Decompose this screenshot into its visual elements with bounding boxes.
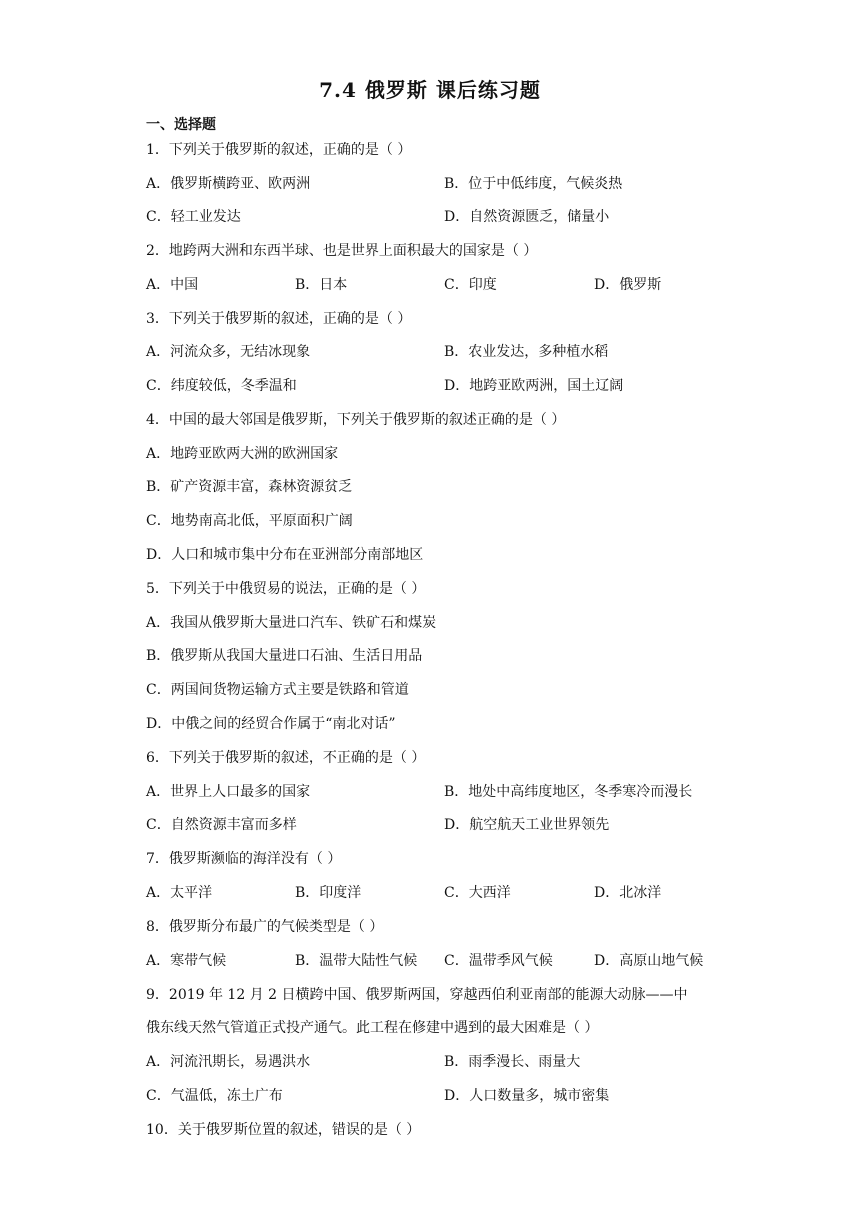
option-a: A．中国 [146,277,199,293]
question-stem: 8．俄罗斯分布最广的气候类型是（ ） [146,919,384,935]
option-d: D．人口和城市集中分布在亚洲部分南部地区 [146,547,424,563]
question-stem: 1．下列关于俄罗斯的叙述，正确的是（ ） [146,142,412,158]
option-c: C．温带季风气候 [444,953,553,969]
option-b: B．农业发达，多种植水稻 [444,344,609,360]
option-d: D．俄罗斯 [594,277,662,293]
option-b: B．俄罗斯从我国大量进口石油、生活日用品 [146,648,423,664]
question-stem: 10．关于俄罗斯位置的叙述，错误的是（ ） [146,1122,421,1138]
option-c: C．两国间货物运输方式主要是铁路和管道 [146,682,409,698]
option-c: C．印度 [444,277,497,293]
question-stem: 4．中国的最大邻国是俄罗斯，下列关于俄罗斯的叙述正确的是（ ） [146,412,566,428]
question-stem: 7．俄罗斯濒临的海洋没有（ ） [146,851,342,867]
question-stem-continued: 俄东线天然气管道正式投产通气。此工程在修建中遇到的最大困难是（ ） [146,1020,599,1036]
option-a: A．俄罗斯横跨亚、欧两洲 [146,176,311,192]
option-b: B．矿产资源丰富，森林资源贫乏 [146,479,353,495]
section-heading: 一、选择题 [146,117,216,133]
option-c: C．气温低，冻土广布 [146,1088,283,1104]
option-c: C．纬度较低，冬季温和 [146,378,297,394]
option-d: D．自然资源匮乏，储量小 [444,209,610,225]
question-stem: 5．下列关于中俄贸易的说法，正确的是（ ） [146,581,426,597]
option-d: D．航空航天工业世界领先 [444,817,610,833]
option-b: B．地处中高纬度地区，冬季寒冷而漫长 [444,784,693,800]
option-c: C．大西洋 [444,885,511,901]
option-c: C．地势南高北低，平原面积广阔 [146,513,353,529]
option-d: D．地跨亚欧两洲，国土辽阔 [444,378,624,394]
option-c: C．轻工业发达 [146,209,241,225]
option-d: D．人口数量多，城市密集 [444,1088,610,1104]
option-a: A．地跨亚欧两大洲的欧洲国家 [146,446,339,462]
option-a: A．河流众多，无结冰现象 [146,344,311,360]
question-stem: 6．下列关于俄罗斯的叙述，不正确的是（ ） [146,750,426,766]
option-a: A．太平洋 [146,885,213,901]
question-stem: 9．2019 年 12 月 2 日横跨中国、俄罗斯两国，穿越西伯利亚南部的能源大动脉——中 [146,987,688,1003]
option-d: D．高原山地气候 [594,953,704,969]
option-b: B．位于中低纬度，气候炎热 [444,176,623,192]
option-b: B．日本 [295,277,348,293]
option-b: B．雨季漫长、雨量大 [444,1054,581,1070]
question-stem: 2．地跨两大洲和东西半球、也是世界上面积最大的国家是（ ） [146,243,538,259]
page-title: 7.4 俄罗斯 课后练习题 [319,78,541,102]
option-b: B．温带大陆性气候 [295,953,418,969]
option-a: A．世界上人口最多的国家 [146,784,311,800]
option-c: C．自然资源丰富而多样 [146,817,297,833]
option-a: A．寒带气候 [146,953,227,969]
option-b: B．印度洋 [295,885,362,901]
option-d: D．中俄之间的经贸合作属于“南北对话” [146,716,396,732]
option-d: D．北冰洋 [594,885,662,901]
option-a: A．我国从俄罗斯大量进口汽车、铁矿石和煤炭 [146,615,437,631]
option-a: A．河流汛期长，易遇洪水 [146,1054,311,1070]
question-stem: 3．下列关于俄罗斯的叙述，正确的是（ ） [146,311,412,327]
